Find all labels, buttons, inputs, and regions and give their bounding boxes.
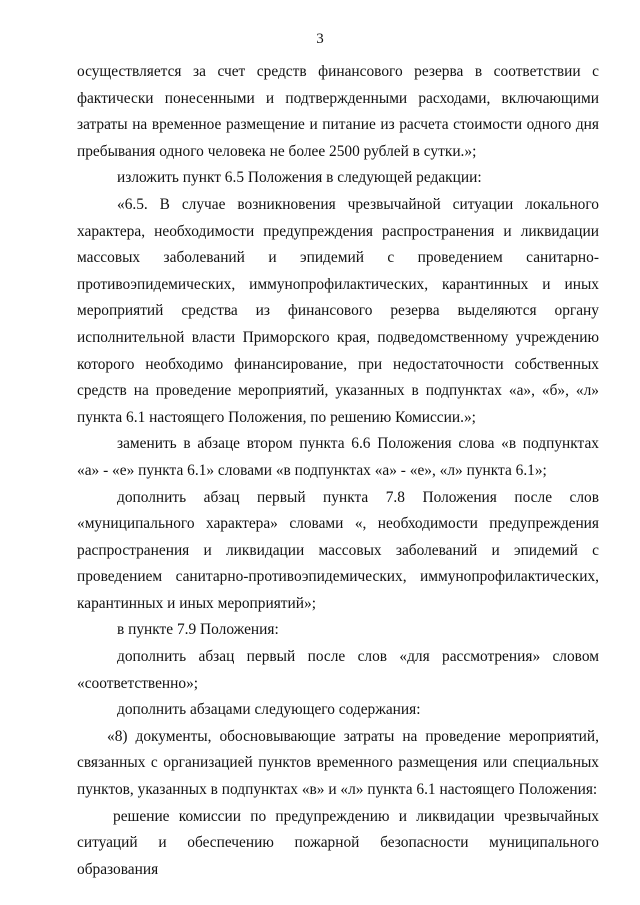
document-body [77,59,599,883]
paragraph-amend-7-9-first: дополнить абзац первый после слов «для рассмотрения» словом «соответственно»; [77,648,599,692]
paragraph-amend-7-9: в пункте 7.9 Положения: [117,621,279,639]
paragraph-amend-6-6: заменить в абзаце втором пункта 6.6 Положения слова «в подпунктах «а» - «е» пункта 6.1» словами «в подпунктах «а» - «е», «л» пункта 6.1»; [77,435,599,479]
paragraph-quoted-8: «8) документы, обосновывающие затраты на проведение мероприятий, связанных с организацией пунктов временного размещения или специальных пунктов, указанных в подпунктах «в» и «л» пункта 6.1 настоящего Положения: [77,727,599,799]
paragraph-commission-decision: решение комиссии по предупреждению и ликвидации чрезвычайных ситуаций и обеспечению пожарной безопасности муниципального образования [77,807,599,878]
page-number: 3 [316,31,324,47]
paragraph-continuation: осуществляется за счет средств финансового резерва в соответствии с фактически понесенными и подтвержденными расходами, включающими затраты на временное размещение и питание из расчета стоимости одного дня пребывания одного человека не более 2500 рублей в сутки.»; [77,63,599,160]
paragraph-amend-6-5: изложить пункт 6.5 Положения в следующей редакции: [117,169,482,187]
paragraph-amend-7-8: дополнить абзац первый пункта 7.8 Положения после слов «муниципального характера» словами «, необходимости предупреждения распространения и ликвидации массовых заболеваний и эпидемий с проведением санитарно-противоэпидемических, иммунопрофилактических, карантинных и иных мероприятий»; [77,488,599,612]
paragraph-quoted-6-5: «6.5. В случае возникновения чрезвычайной ситуации локального характера, необходимости предупреждения распространения и ликвидации массовых заболеваний и эпидемий с проведением санитарно-противоэпидемических, иммунопрофилактических, карантинных и иных мероприятий средства из финансового резерва выделяются органу исполнительной власти Приморского края, подведомственному учреждению которого необходимо финансирование, при недостаточности собственных средств на проведение мероприятий, указанных в подпунктах «а», «б», «л» пункта 6.1 настоящего Положения, по решению Комиссии.»; [77,195,599,426]
paragraph-add-paragraphs: дополнить абзацами следующего содержания: [117,701,421,719]
